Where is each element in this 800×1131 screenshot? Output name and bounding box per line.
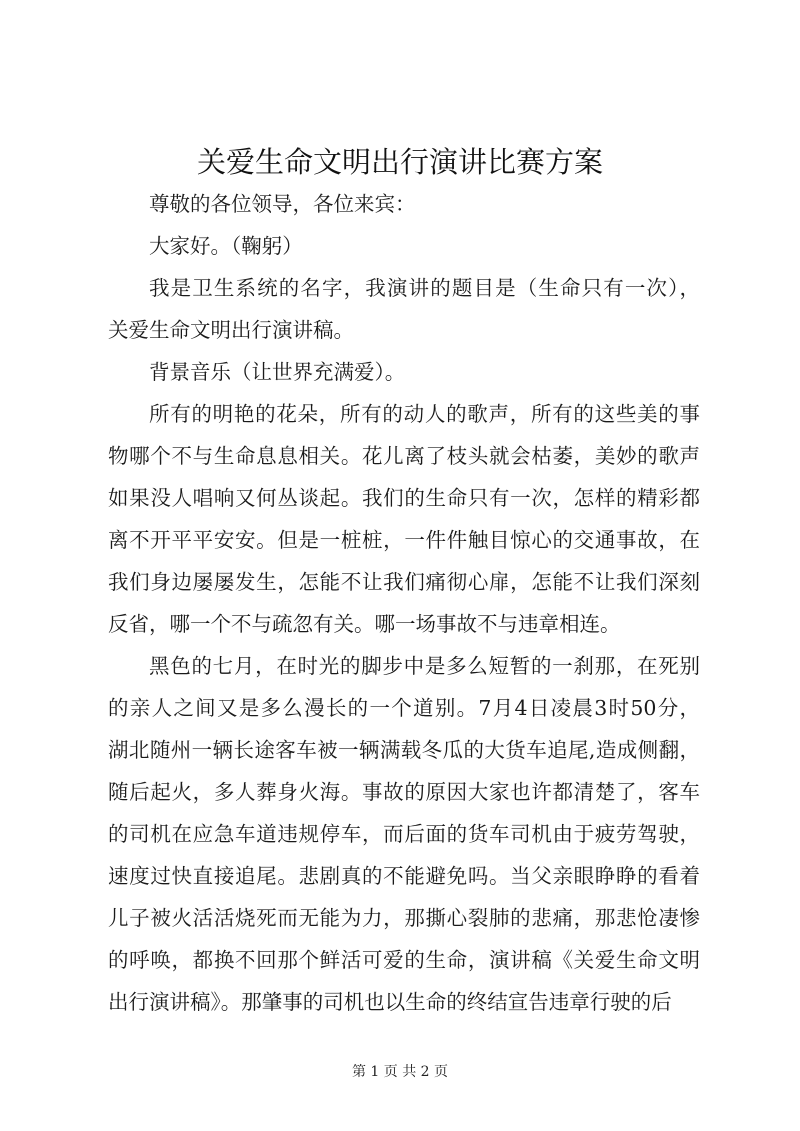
paragraph	[108, 267, 700, 351]
paragraph-line: 的司机在应急车道违规停车，而后面的货车司机由于疲劳驾驶，	[108, 822, 700, 846]
paragraph-line: 黑色的七月，在时光的脚步中是多么短暂的一刹那，在死别	[149, 654, 700, 678]
paragraph-line: 离不开平平安安。但是一桩桩，一件件触目惊心的交通事故，在	[108, 528, 700, 552]
paragraph-line: 尊敬的各位领导，各位来宾：	[149, 192, 416, 216]
paragraph-line: 儿子被火活活烧死而无能为力，那撕心裂肺的悲痛，那悲怆凄惨	[108, 906, 700, 930]
paragraph-line: 大家好。（鞠躬）	[149, 234, 303, 258]
paragraph-line: 关爱生命文明出行演讲稿。	[108, 318, 354, 342]
paragraph-line: 速度过快直接追尾。悲剧真的不能避免吗。当父亲眼睁睁的看着	[108, 864, 700, 888]
paragraph	[108, 351, 700, 393]
paragraph-line: 的亲人之间又是多么漫长的一个道别。7月4日凌晨3时50分，	[108, 696, 700, 720]
paragraph-line: 物哪个不与生命息息相关。花儿离了枝头就会枯萎，美妙的歌声	[108, 444, 700, 468]
paragraph	[108, 183, 700, 225]
paragraph-line: 的呼唤，都换不回那个鲜活可爱的生命，演讲稿《关爱生命文明	[108, 948, 700, 972]
paragraph	[108, 393, 700, 645]
page-footer: 第 1 页 共 2 页	[351, 1064, 449, 1080]
document-body	[108, 183, 700, 1023]
paragraph-line: 随后起火，多人葬身火海。事故的原因大家也许都清楚了，客车	[108, 780, 700, 804]
paragraph-line: 如果没人唱响又何丛谈起。我们的生命只有一次，怎样的精彩都	[108, 486, 700, 510]
paragraph	[108, 225, 700, 267]
paragraph-line: 背景音乐（让世界充满爱）。	[149, 360, 406, 384]
document-title: 关爱生命文明出行演讲比赛方案	[196, 145, 603, 179]
paragraph-line: 湖北随州一辆长途客车被一辆满载冬瓜的大货车追尾,造成侧翻，	[108, 738, 700, 762]
paragraph	[108, 645, 700, 1023]
paragraph-line: 我们身边屡屡发生，怎能不让我们痛彻心扉，怎能不让我们深刻	[108, 570, 700, 594]
paragraph-line: 我是卫生系统的名字，我演讲的题目是（生命只有一次），	[149, 276, 700, 300]
paragraph-line: 反省，哪一个不与疏忽有关。哪一场事故不与违章相连。	[108, 612, 621, 636]
paragraph-line: 所有的明艳的花朵，所有的动人的歌声，所有的这些美的事	[149, 402, 700, 426]
paragraph-line: 出行演讲稿》。那肇事的司机也以生命的终结宣告违章行驶的后	[108, 990, 672, 1014]
